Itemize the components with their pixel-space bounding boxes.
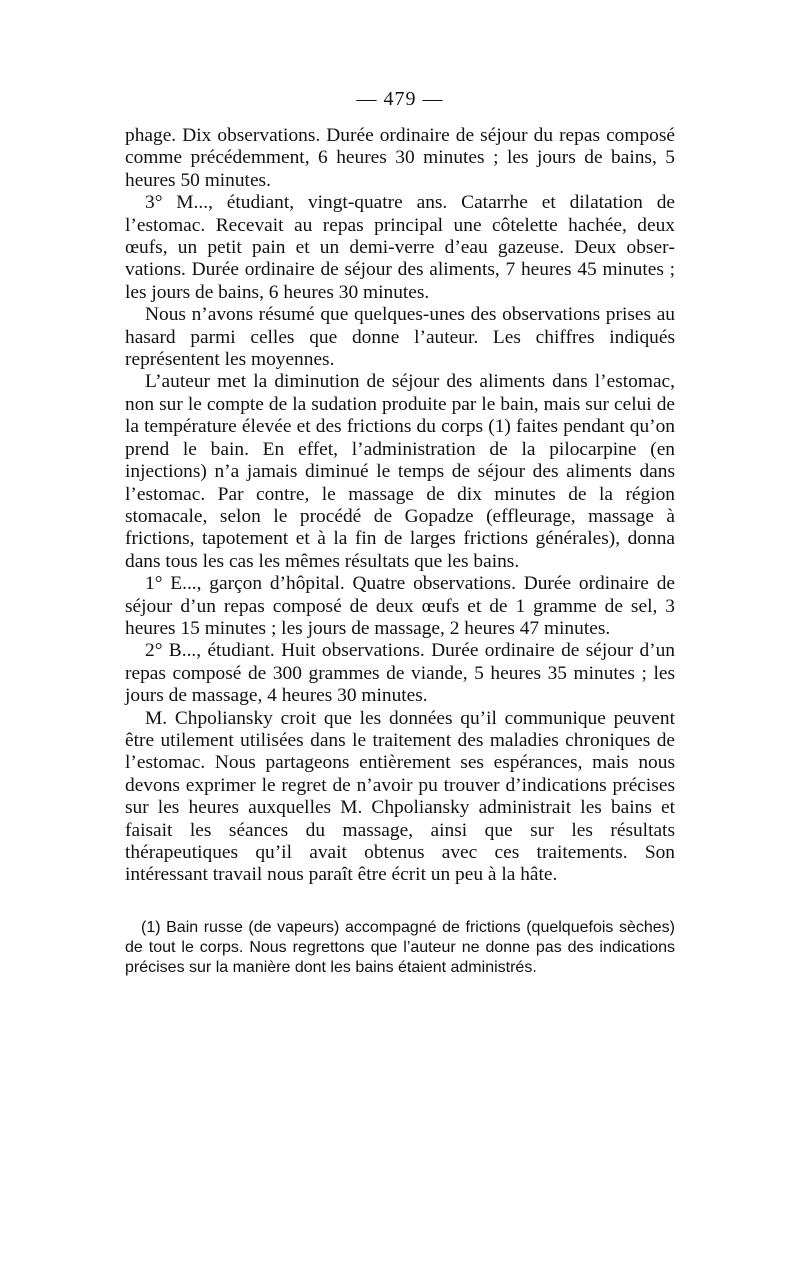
footnote <box>125 918 675 978</box>
body-text <box>125 125 675 887</box>
footnote-divider <box>125 898 675 899</box>
paragraph-1: phage. Dix observations. Durée ordinaire de séjour du repas composé comme précédemment, 6 heures 30 minutes ; les jours de bains, 5 heures 50 minutes. <box>125 125 675 191</box>
paragraph-5: 1° E..., garçon d’hôpital. Quatre observations. Durée ordinaire de séjour d’un repas composé de deux œufs et de 1 gramme de sel, 3 heures 15 minutes ; les jours de massage, 2 heures 47 minutes. <box>125 573 675 639</box>
page-number: — 479 — <box>356 88 444 110</box>
paragraph-2: 3° M..., étudiant, vingt-quatre ans. Catarrhe et dilatation de l’estomac. Recevait au repas principal une côtelette hachée, deux œufs, un petit pain et un demi-verre d’eau gazeuse. Deux observations. Durée ordinaire de séjour des aliments, 7 heures 45 minutes ; les jours de bains, 6 heures 30 minutes. <box>125 192 675 303</box>
paragraph-4: L’auteur met la diminution de séjour des aliments dans l’estomac, non sur le compte de la sudation produite par le bain, mais sur celui de la température élevée et des frictions du corps (1) faites pendant qu’on prend le bain. En effet, l’administration de la pilocarpine (en injections) n’a jamais diminué le temps de séjour des aliments dans l’estomac. Par contre, le massage de dix minutes de la région stomacale, selon le procédé de Gopadze (effleurage, massage à frictions, tapotement et à la fin de larges frictions générales), donna dans tous les cas les mêmes résultats que les bains. <box>125 371 675 572</box>
paragraph-3: Nous n’avons résumé que quelques-unes des observations prises au hasard parmi celles que donne l’auteur. Les chiffres indiqués représentent les moyennes. <box>125 304 675 371</box>
footnote-text: (1) Bain russe (de vapeurs) accompagné de frictions (quelquefois sèches) de tout le corps. Nous regrettons que l’auteur ne donne pas des indications précises sur la manière dont les bains étaient administrés. <box>125 919 675 976</box>
paragraph-7: M. Chpoliansky croit que les données qu’il communique peuvent être utilement utilisées dans le traitement des maladies chroniques de l’estomac. Nous partageons entièrement ses espérances, mais nous devons exprimer le regret de n’avoir pu trouver d’indications précises sur les heures auxquelles M. Chpoliansky administrait les bains et faisait les séances du massage, ainsi que sur les résultats thérapeutiques qu’il avait obtenus avec ces traitements. Son intéressant travail nous paraît être écrit un peu à la hâte. <box>125 707 675 886</box>
paragraph-6: 2° B..., étudiant. Huit observations. Durée ordinaire de séjour d’un repas composé de 300 grammes de viande, 5 heures 35 minutes ; les jours de massage, 4 heures 30 minutes. <box>125 640 675 707</box>
